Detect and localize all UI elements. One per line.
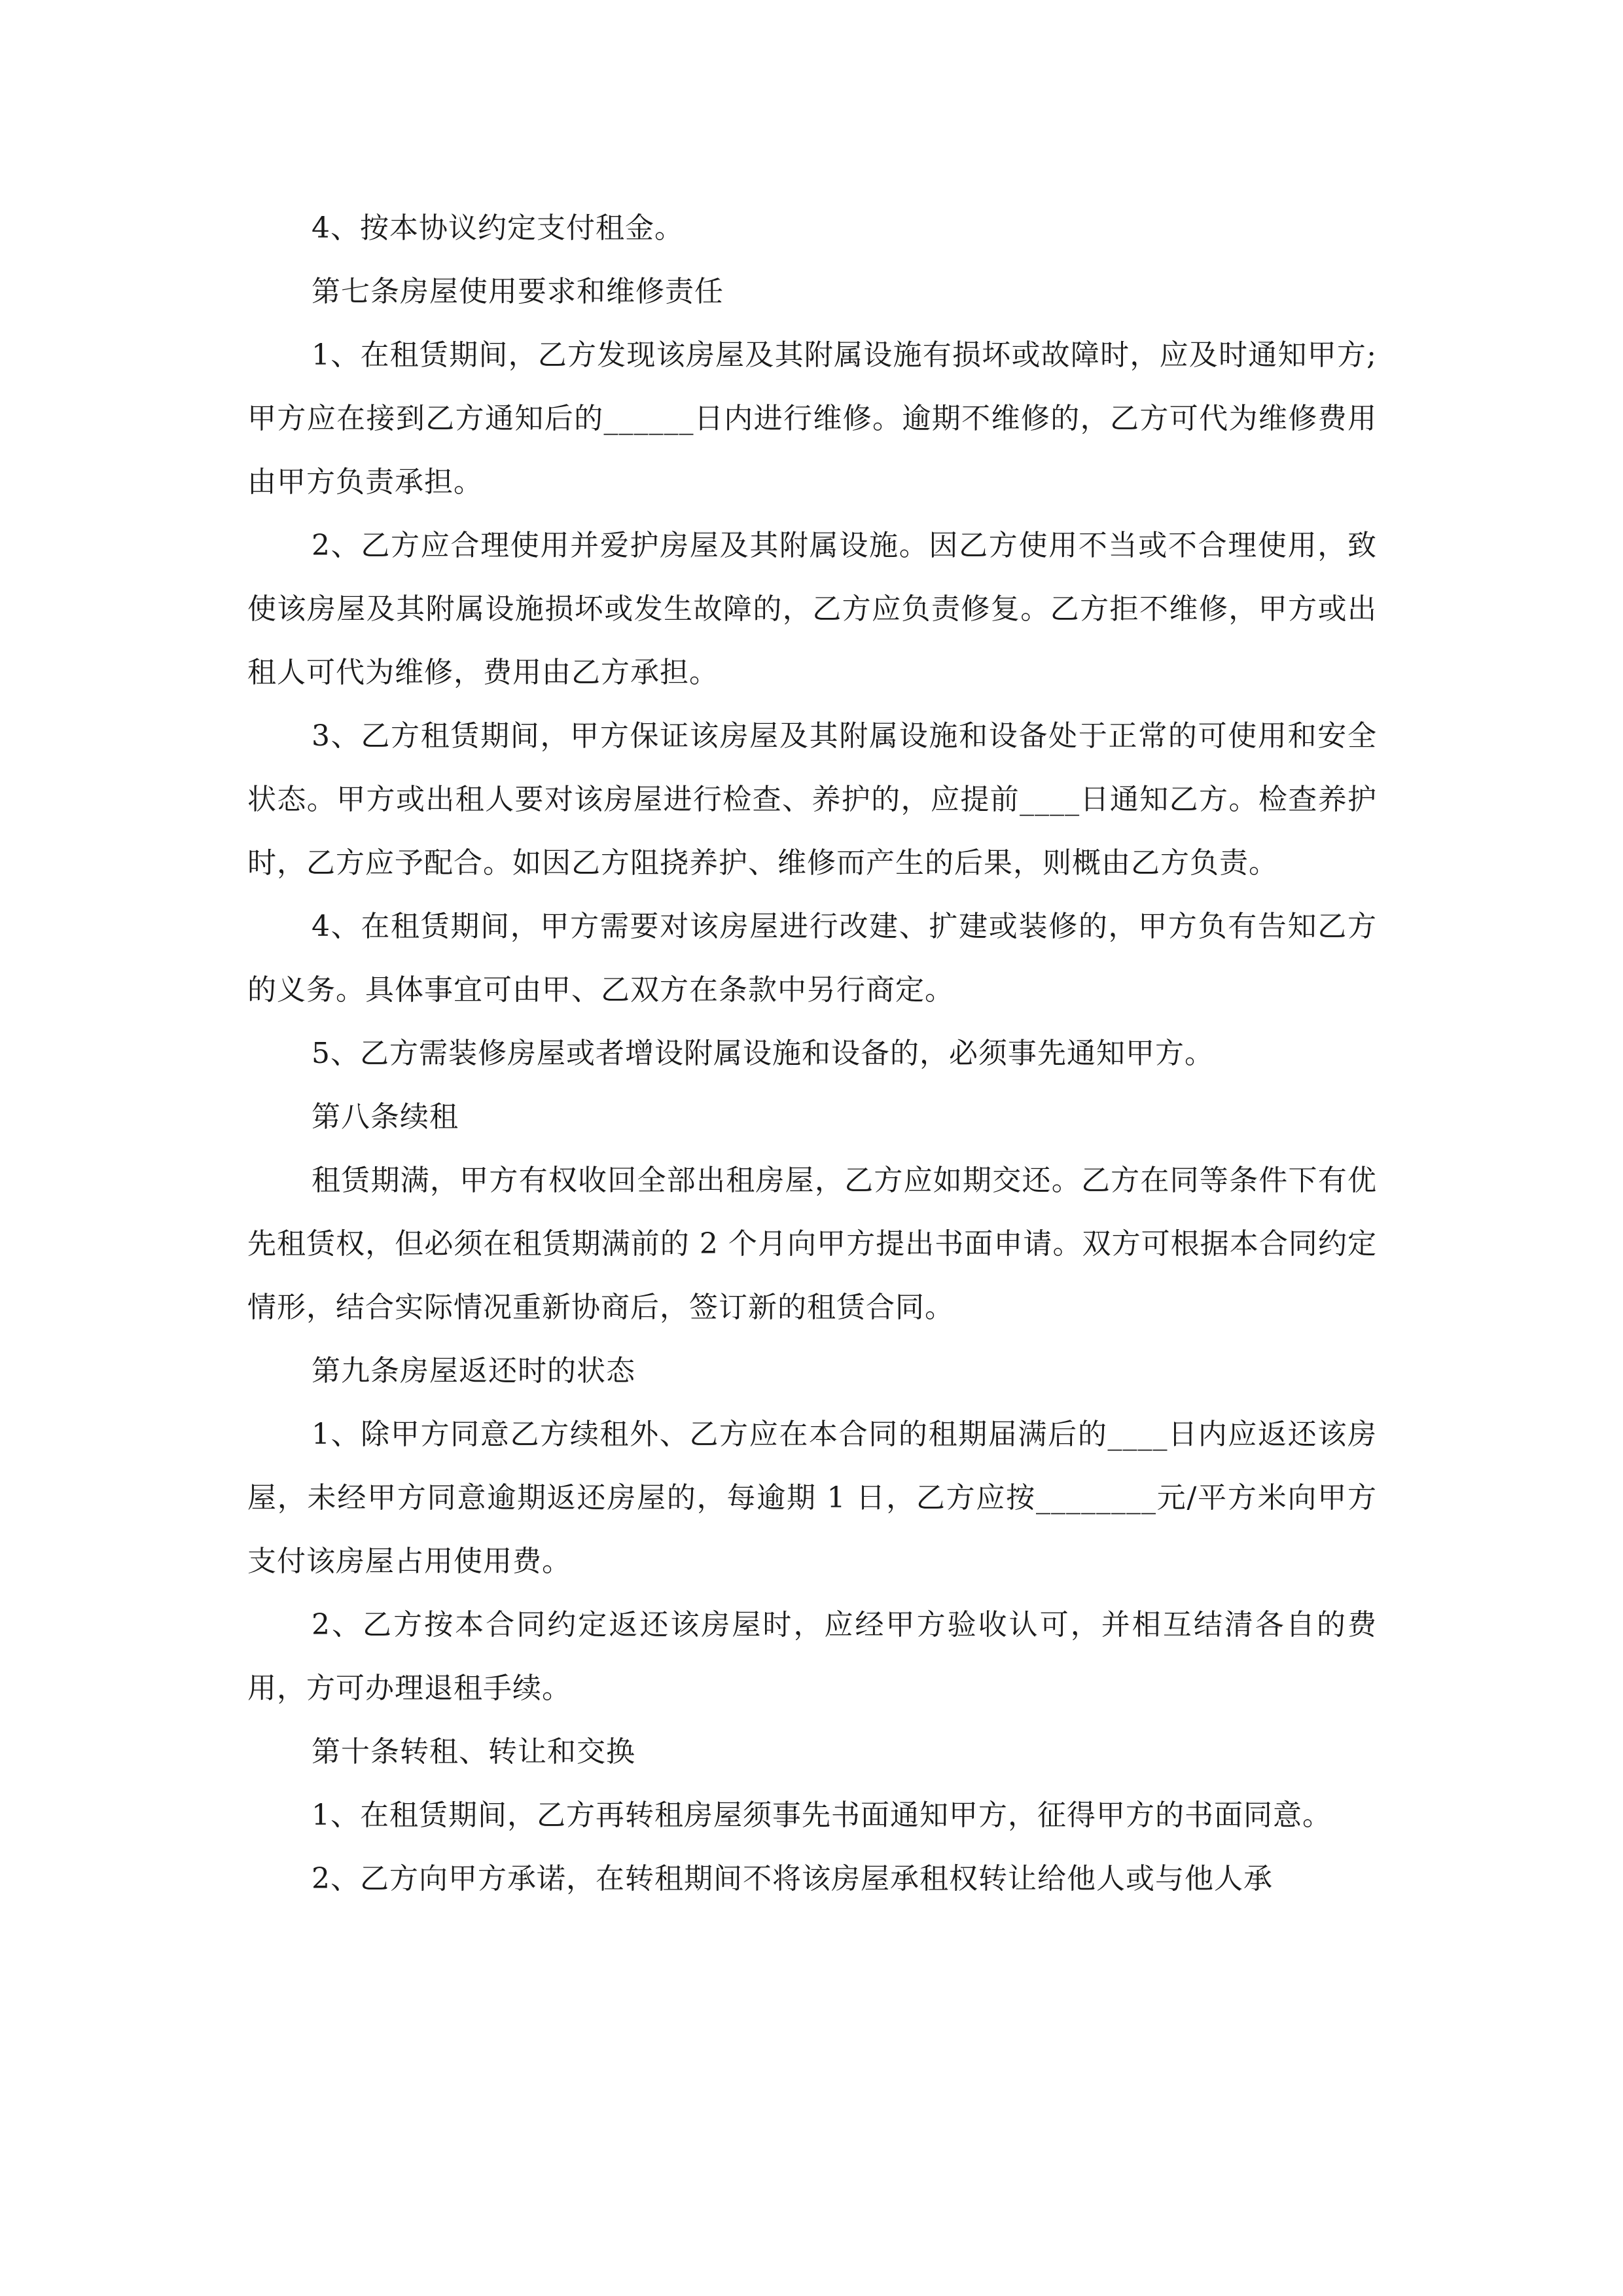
paragraph-clause-6-item-4: 4、按本协议约定支付租金。 — [312, 211, 684, 245]
paragraph-article-10-item-1: 1、在租赁期间，乙方再转租房屋须事先书面通知甲方，征得甲方的书面同意。 — [312, 1799, 1332, 1832]
paragraph-article-7-item-2: 2、乙方应合理使用并爱护房屋及其附属设施。因乙方使用不当或不合理使用，致使该房屋及其附属设施损坏或发生故障的，乙方应负责修复。乙方拒不维修，甲方或出租人可代为维修，费用由乙方承担。 — [247, 529, 1377, 689]
heading-article-10: 第十条转租、转让和交换 — [312, 1735, 635, 1768]
paragraph-article-9-item-1: 1、除甲方同意乙方续租外、乙方应在本合同的租期届满后的____日内应返还该房屋，未经甲方同意逾期返还房屋的，每逾期 1 日，乙方应按________元/平方米向甲方支付该房屋占用使用费。 — [247, 1418, 1377, 1578]
paragraph-article-9-item-2: 2、乙方按本合同约定返还该房屋时，应经甲方验收认可，并相互结清各自的费用，方可办理退租手续。 — [247, 1608, 1377, 1705]
heading-article-8: 第八条续租 — [312, 1100, 459, 1134]
paragraph-article-7-item-3: 3、乙方租赁期间，甲方保证该房屋及其附属设施和设备处于正常的可使用和安全状态。甲方或出租人要对该房屋进行检查、养护的，应提前____日通知乙方。检查养护时，乙方应予配合。如因乙方阻挠养护、维修而产生的后果，则概由乙方负责。 — [247, 719, 1377, 880]
heading-article-9: 第九条房屋返还时的状态 — [312, 1354, 635, 1388]
heading-article-7: 第七条房屋使用要求和维修责任 — [312, 275, 724, 308]
paragraph-article-7-item-1: 1、在租赁期间，乙方发现该房屋及其附属设施有损坏或故障时，应及时通知甲方;甲方应在接到乙方通知后的______日内进行维修。逾期不维修的，乙方可代为维修费用由甲方负责承担。 — [247, 338, 1377, 499]
paragraph-article-7-item-5: 5、乙方需装修房屋或者增设附属设施和设备的，必须事先通知甲方。 — [312, 1037, 1214, 1070]
document-body — [247, 196, 1377, 1910]
paragraph-article-8-body: 租赁期满，甲方有权收回全部出租房屋，乙方应如期交还。乙方在同等条件下有优先租赁权，但必须在租赁期满前的 2 个月向甲方提出书面申请。双方可根据本合同约定情形，结合实际情况重新协商后，签订新的租赁合同。 — [247, 1164, 1377, 1324]
paragraph-article-10-item-2: 2、乙方向甲方承诺，在转租期间不将该房屋承租权转让给他人或与他人承 — [312, 1862, 1273, 1895]
paragraph-article-7-item-4: 4、在租赁期间，甲方需要对该房屋进行改建、扩建或装修的，甲方负有告知乙方的义务。具体事宜可由甲、乙双方在条款中另行商定。 — [247, 910, 1377, 1007]
